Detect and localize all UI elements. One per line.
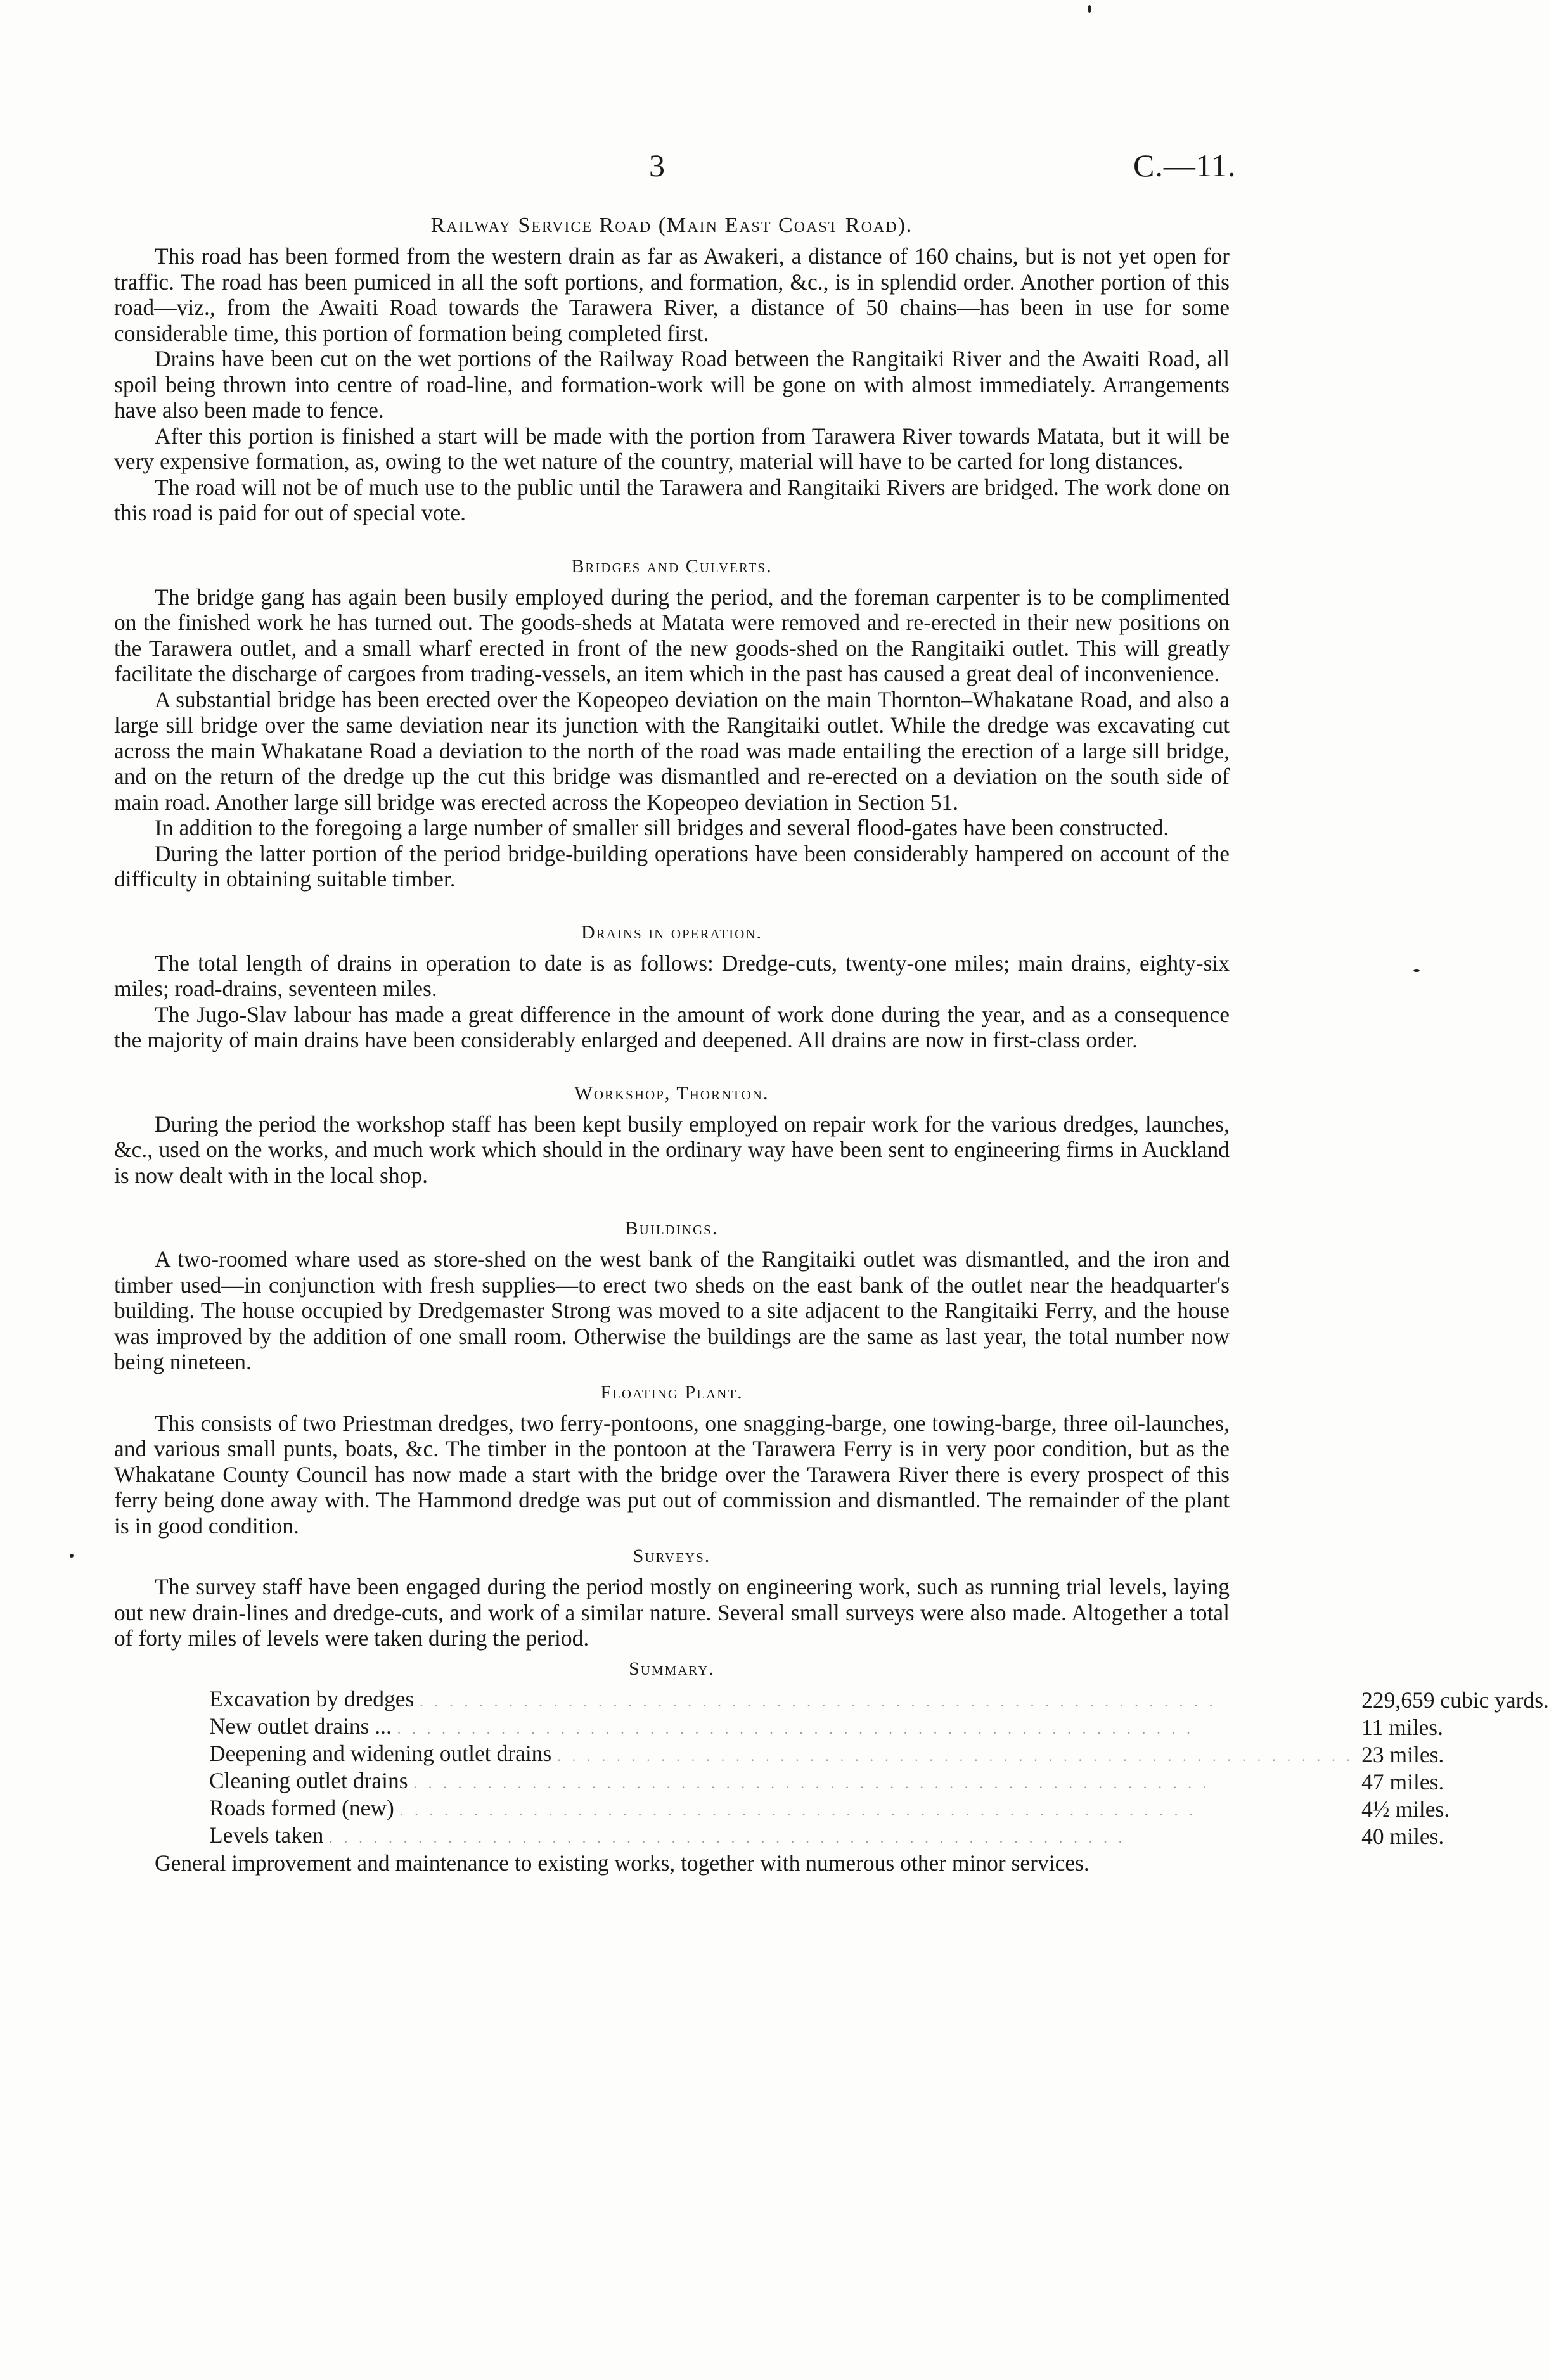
- paragraph: After this portion is finished a start will be made with the portion from Tarawera River towards Matata, but it will be very expensive formation, as, owing to the wet nature of the country, material will have to be carted for long distances.: [114, 423, 1230, 474]
- section-heading-workshop: Workshop, Thornton.: [574, 1082, 769, 1104]
- paragraph: A substantial bridge has been erected over the Kopeopeo deviation on the main Thornton–Whakatane Road, and also a large sill bridge over the same deviation near its junction with the Rangitaiki outlet. While the dredge was excavating cut across the main Whakatane Road a deviation to the north of the road was made entailing the erection of a large sill bridge, and on the return of the dredge up the cut this bridge was dismantled and re-erected on a deviation on the south side of main road. Another large sill bridge was erected across the Kopeopeo deviation in Section 51.: [114, 686, 1230, 815]
- paragraph: In addition to the foregoing a large number of smaller sill bridges and several flood-gates have been constructed.: [155, 815, 1169, 840]
- section-heading-drains: Drains in operation.: [581, 921, 762, 943]
- document-reference: C.—11.: [1133, 148, 1237, 183]
- paragraph: The road will not be of much use to the public until the Tarawera and Rangitaiki Rivers are bridged. The work done on this road is paid for out of special vote.: [114, 474, 1230, 525]
- paragraph: During the period the workshop staff has been kept busily employed on repair work for the various dredges, launches, &c., used on the works, and much work which should in the ordinary way have been sent to engineering firms in Auckland is now dealt with in the local shop.: [114, 1111, 1230, 1188]
- section-heading-buildings: Buildings.: [625, 1218, 719, 1239]
- summary-value: 40 miles.: [1361, 1823, 1444, 1849]
- section-heading-bridges: Bridges and Culverts.: [571, 555, 773, 577]
- summary-label: Excavation by dredges: [209, 1686, 415, 1711]
- summary-table: [209, 1687, 1549, 1850]
- paragraph: The total length of drains in operation to date is as follows: Dredge-cuts, twenty-one miles; main drains, eighty-six miles; road-drains, seventeen miles.: [114, 950, 1230, 1001]
- section-heading-summary: Summary.: [629, 1658, 715, 1679]
- summary-row: Excavation by dredges ...................................................... 229,659 cubic yards.: [209, 1686, 1549, 1713]
- page-number: 3: [649, 148, 665, 183]
- scan-speck: [70, 1554, 74, 1558]
- summary-closing: General improvement and maintenance to existing works, together with numerous other minor services.: [155, 1850, 1089, 1876]
- scan-speck: [1088, 5, 1091, 13]
- scan-speck: [1413, 969, 1420, 972]
- summary-label: Levels taken: [209, 1822, 324, 1848]
- summary-value: 47 miles.: [1361, 1769, 1444, 1795]
- paragraph: This road has been formed from the western drain as far as Awakeri, a distance of 160 chains, but is not yet open for traffic. The road has been pumiced in all the soft portions, and formation, &c., is in splendid order. Another portion of this road—viz., from the Awaiti Road towards the Tarawera River, a distance of 50 chains—has been in use for some considerable time, this portion of formation being completed first.: [114, 243, 1230, 346]
- section-heading-floating-plant: Floating Plant.: [600, 1381, 743, 1403]
- summary-value: 229,659 cubic yards.: [1361, 1687, 1549, 1713]
- page-header: [0, 147, 1430, 191]
- paragraph: A two-roomed whare used as store-shed on the west bank of the Rangitaiki outlet was dismantled, and the iron and timber used—in conjunction with fresh supplies—to erect two sheds on the east bank of the outlet near the headquarter's building. The house occupied by Dredgemaster Strong was moved to a site adjacent to the Rangitaiki Ferry, and the house was improved by the addition of one small room. Otherwise the buildings are the same as last year, the total number now being nineteen.: [114, 1246, 1230, 1374]
- summary-row: New outlet drains ... ...................................................... 11 miles.: [209, 1714, 1549, 1741]
- section-heading-railway: Railway Service Road (Main East Coast Road).: [430, 214, 913, 237]
- summary-row: Levels taken ...................................................... 40 miles.: [209, 1823, 1549, 1850]
- paragraph: The survey staff have been engaged during the period mostly on engineering work, such as running trial levels, laying out new drain-lines and dredge-cuts, and work of a similar nature. Several small surveys were also made. Altogether a total of forty miles of levels were taken during the period.: [114, 1574, 1230, 1651]
- summary-row: Cleaning outlet drains ...................................................... 47 miles.: [209, 1769, 1549, 1796]
- section-heading-surveys: Surveys.: [633, 1545, 711, 1566]
- paragraph: Drains have been cut on the wet portions of the Railway Road between the Rangitaiki River and the Awaiti Road, all spoil being thrown into centre of road-line, and formation-work will be gone on with almost immediately. Arrangements have also been made to fence.: [114, 346, 1230, 423]
- paragraph: During the latter portion of the period bridge-building operations have been considerably hampered on account of the difficulty in obtaining suitable timber.: [114, 840, 1230, 892]
- summary-value: 11 miles.: [1361, 1714, 1443, 1740]
- summary-label: Deepening and widening outlet drains: [209, 1740, 552, 1766]
- summary-label: New outlet drains ...: [209, 1713, 392, 1739]
- paragraph: The Jugo-Slav labour has made a great difference in the amount of work done during the year, and as a consequence the majority of main drains have been considerably enlarged and deepened. All drains are now in first-class order.: [114, 1001, 1230, 1052]
- summary-row: Roads formed (new) ...................................................... 4½ miles.: [209, 1796, 1549, 1823]
- summary-row: Deepening and widening outlet drains ...................................................... 23 miles.: [209, 1741, 1549, 1769]
- document-body: [114, 208, 1549, 1876]
- paragraph: The bridge gang has again been busily employed during the period, and the foreman carpenter is to be complimented on the finished work he has turned out. The goods-sheds at Matata were removed and re-erected in their new positions on the Tarawera outlet, and a small wharf erected in front of the new goods-shed on the Rangitaiki outlet. This will greatly facilitate the discharge of cargoes from trading-vessels, an item which in the past has caused a great deal of inconvenience.: [114, 584, 1230, 686]
- summary-value: 4½ miles.: [1361, 1796, 1450, 1822]
- summary-label: Cleaning outlet drains: [209, 1767, 408, 1793]
- summary-value: 23 miles.: [1361, 1741, 1444, 1767]
- summary-label: Roads formed (new): [209, 1795, 394, 1820]
- paragraph: This consists of two Priestman dredges, two ferry-pontoons, one snagging-barge, one towing-barge, three oil-launches, and various small punts, boats, &c. The timber in the pontoon at the Tarawera Ferry is in very poor condition, but as the Whakatane County Council has now made a start with the bridge over the Tarawera River there is every prospect of this ferry being done away with. The Hammond dredge was put out of commission and dismantled. The remainder of the plant is in good condition.: [114, 1410, 1230, 1539]
